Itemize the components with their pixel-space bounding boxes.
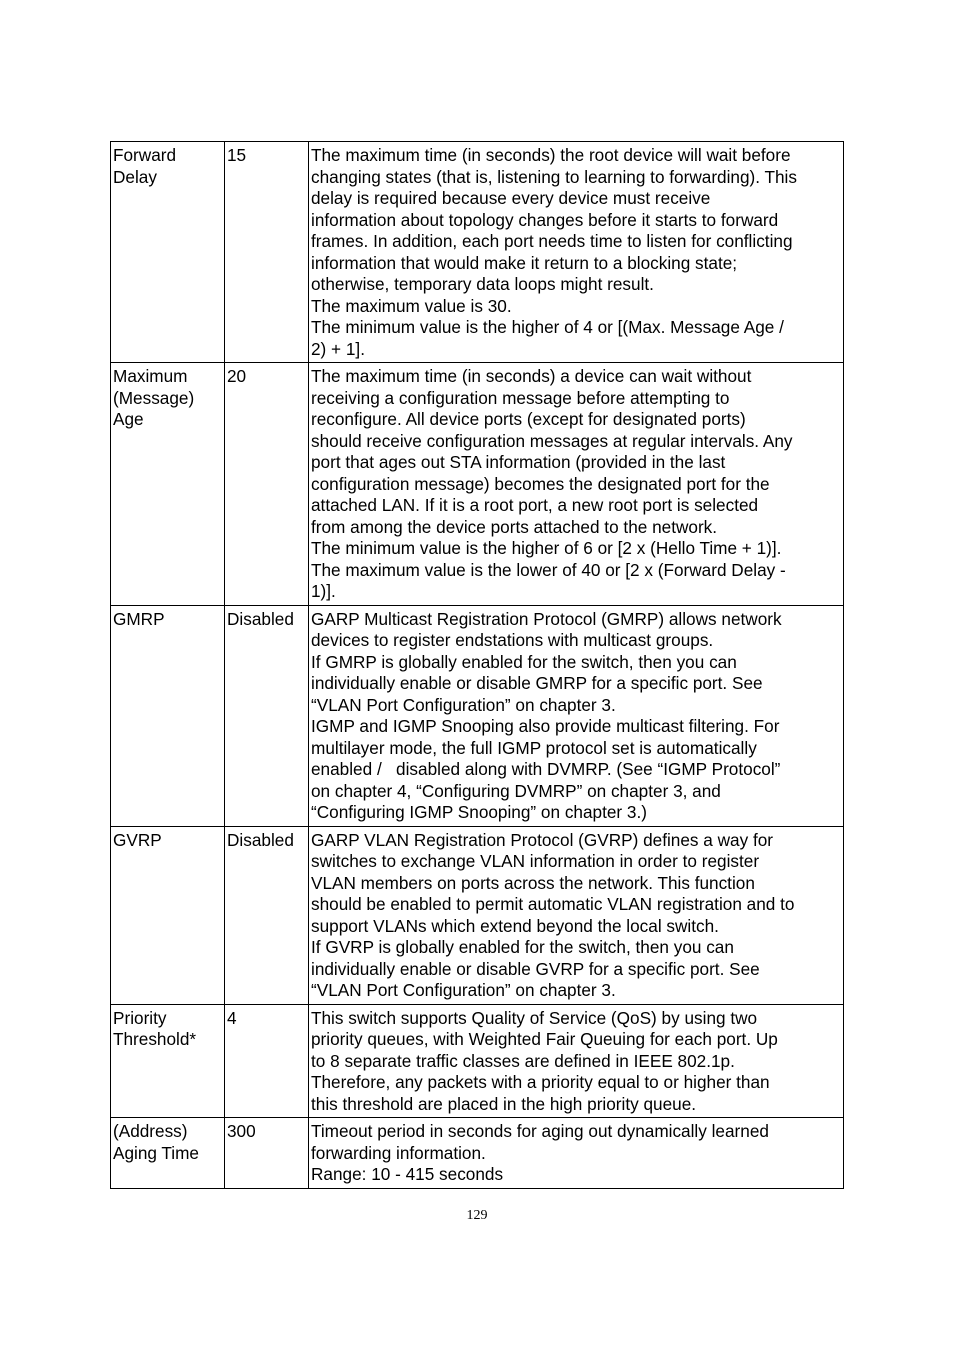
table-row	[111, 1004, 844, 1118]
description-cell	[309, 1118, 844, 1189]
description-line: changing states (that is, listening to learning to forwarding). This	[311, 166, 797, 187]
parameter-name-line: Age	[113, 409, 144, 429]
default-value-cell	[225, 1118, 309, 1189]
default-value: 4	[227, 1007, 237, 1028]
page-number: 129	[466, 1208, 488, 1223]
description-line: frames. In addition, each port needs time to listen for conflicting	[311, 231, 793, 251]
description-cell	[309, 826, 844, 1004]
description-line: forwarding information.	[311, 1142, 486, 1163]
description-line: information that would make it return to a blocking state;	[311, 252, 738, 273]
description-line: IGMP and IGMP Snooping also provide multicast filtering. For	[311, 716, 780, 736]
description-line: attached LAN. If it is a root port, a new root port is selected	[311, 495, 759, 515]
description-line: delay is required because every device must receive	[311, 188, 711, 208]
description-line: The maximum value is 30.	[311, 295, 512, 316]
description-line: port that ages out STA information (provided in the last	[311, 452, 726, 472]
description-line: configuration message) becomes the designated port for the	[311, 473, 770, 494]
parameter-name-line: Delay	[113, 166, 157, 187]
parameter-name-cell	[111, 1118, 225, 1189]
description-line: multilayer mode, the full IGMP protocol set is automatically	[311, 737, 757, 758]
description-line: individually enable or disable GMRP for a specific port. See	[311, 673, 763, 693]
description-line: If GVRP is globally enabled for the switch, then you can	[311, 937, 734, 957]
description-line: GARP VLAN Registration Protocol (GVRP) defines a way for	[311, 829, 774, 850]
parameter-name-line: Aging Time	[113, 1142, 199, 1163]
description-cell	[309, 605, 844, 826]
default-value: 300	[227, 1121, 256, 1141]
description-line: The maximum time (in seconds) a device can wait without	[311, 366, 752, 386]
default-value: 15	[227, 145, 247, 165]
description-line: Therefore, any packets with a priority equal to or higher than	[311, 1072, 770, 1092]
parameter-name-line: (Address)	[113, 1121, 188, 1141]
parameter-name-line: Threshold*	[113, 1029, 197, 1049]
description-line: The maximum time (in seconds) the root device will wait before	[311, 145, 791, 165]
parameter-name-line: Maximum	[113, 366, 188, 386]
parameter-name-line: (Message)	[113, 387, 195, 408]
table-row	[111, 605, 844, 826]
description-cell	[309, 1004, 844, 1118]
description-line: 1)].	[311, 581, 336, 601]
default-value: Disabled	[227, 829, 294, 850]
description-line: The minimum value is the higher of 6 or [2 x (Hello Time + 1)].	[311, 538, 782, 558]
description-line: GARP Multicast Registration Protocol (GMRP) allows network	[311, 608, 782, 629]
default-value-cell	[225, 826, 309, 1004]
parameter-table-body	[111, 142, 844, 1189]
description-line: from among the device ports attached to the network.	[311, 516, 718, 537]
description-line: The minimum value is the higher of 4 or [(Max. Message Age /	[311, 317, 784, 337]
description-line: this threshold are placed in the high priority queue.	[311, 1093, 697, 1114]
table-row	[111, 363, 844, 606]
parameter-name-cell	[111, 142, 225, 363]
description-cell	[309, 363, 844, 606]
parameter-name-cell	[111, 363, 225, 606]
default-value-cell	[225, 363, 309, 606]
description-line: priority queues, with Weighted Fair Queuing for each port. Up	[311, 1029, 778, 1049]
default-value-cell	[225, 1004, 309, 1118]
table-row	[111, 1118, 844, 1189]
description-line: Range: 10 - 415 seconds	[311, 1164, 504, 1184]
description-line: “VLAN Port Configuration” on chapter 3.	[311, 694, 616, 715]
description-line: “Configuring IGMP Snooping” on chapter 3.)	[311, 802, 647, 822]
default-value: Disabled	[227, 608, 294, 629]
description-line: enabled / disabled along with DVMRP. (See “IGMP Protocol”	[311, 759, 781, 779]
parameter-name-cell	[111, 1004, 225, 1118]
description-line: reconfigure. All device ports (except for designated ports)	[311, 409, 746, 429]
description-line: devices to register endstations with multicast groups.	[311, 630, 714, 650]
parameter-name-line: Forward	[113, 145, 177, 165]
parameter-name-line: GMRP	[113, 608, 165, 629]
table-row	[111, 826, 844, 1004]
description-line: should be enabled to permit automatic VLAN registration and to	[311, 894, 795, 914]
description-line: on chapter 4, “Configuring DVMRP” on chapter 3, and	[311, 780, 721, 801]
parameter-name-line: GVRP	[113, 829, 162, 850]
table-row	[111, 142, 844, 363]
description-line: This switch supports Quality of Service (QoS) by using two	[311, 1007, 758, 1028]
description-line: 2) + 1].	[311, 338, 365, 359]
description-line: individually enable or disable GVRP for a specific port. See	[311, 958, 760, 979]
description-line: VLAN members on ports across the network. This function	[311, 872, 755, 893]
description-line: otherwise, temporary data loops might result.	[311, 274, 654, 294]
parameter-name-line: Priority	[113, 1007, 167, 1028]
description-line: support VLANs which extend beyond the local switch.	[311, 915, 719, 936]
description-line: If GMRP is globally enabled for the switch, then you can	[311, 651, 737, 672]
description-line: switches to exchange VLAN information in order to register	[311, 851, 760, 871]
parameter-name-cell	[111, 826, 225, 1004]
default-value-cell	[225, 605, 309, 826]
parameter-name-cell	[111, 605, 225, 826]
default-value-cell	[225, 142, 309, 363]
default-value: 20	[227, 366, 247, 386]
description-line: to 8 separate traffic classes are defined in IEEE 802.1p.	[311, 1050, 735, 1071]
parameter-table	[110, 141, 844, 1189]
description-line: The maximum value is the lower of 40 or [2 x (Forward Delay -	[311, 559, 786, 580]
description-line: receiving a configuration message before attempting to	[311, 387, 730, 408]
description-line: Timeout period in seconds for aging out dynamically learned	[311, 1121, 769, 1141]
description-line: information about topology changes before it starts to forward	[311, 209, 779, 230]
description-line: “VLAN Port Configuration” on chapter 3.	[311, 980, 616, 1000]
description-cell	[309, 142, 844, 363]
description-line: should receive configuration messages at regular intervals. Any	[311, 430, 793, 451]
